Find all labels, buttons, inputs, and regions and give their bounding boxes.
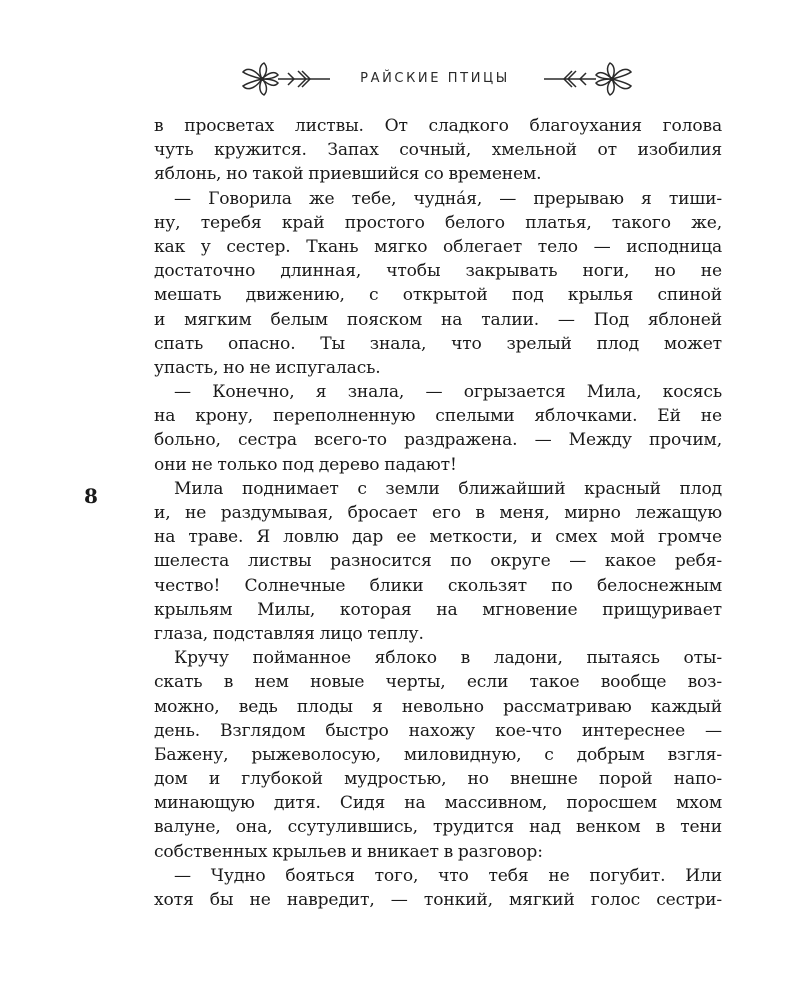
- text-line: минающую дитя. Сидя на массивном, поросшем мхом: [154, 793, 722, 814]
- text-line: Бажену, рыжеволосую, миловидную, с добрым взгля-: [154, 744, 722, 765]
- text-line: в просветах листвы. От сладкого благоухания голова: [154, 116, 722, 136]
- text-line: больно, сестра всего-то раздражена. — Между прочим,: [154, 430, 722, 451]
- floral-ornament-icon: [240, 62, 332, 96]
- running-header: [0, 62, 800, 96]
- text-line: они не только под дерево падают!: [154, 454, 457, 475]
- text-line: дом и глубокой мудростью, но внешне порой напо-: [154, 769, 722, 790]
- floral-ornament-icon: [542, 62, 634, 96]
- text-line: — Говорила же тебе, чудна́я, — прерываю я тиши-: [174, 188, 722, 209]
- text-line: Мила поднимает с земли ближайший красный плод: [174, 478, 722, 499]
- text-line: — Чудно бояться того, что тебя не погубит. Или: [174, 865, 722, 886]
- text-line: и мягким белым пояском на талии. — Под яблоней: [154, 309, 722, 330]
- text-line: спать опасно. Ты знала, что зрелый плод может: [154, 333, 722, 354]
- text-line: чуть кружится. Запах сочный, хмельной от изобилия: [154, 140, 722, 161]
- text-line: собственных крыльев и вникает в разговор:: [154, 841, 543, 862]
- text-line: упасть, но не испугалась.: [154, 357, 381, 378]
- text-line: и, не раздумывая, бросает его в меня, мирно лежащую: [154, 503, 722, 523]
- text-line: на траве. Я ловлю дар ее меткости, и смех мой громче: [154, 527, 722, 548]
- text-line: валуне, она, ссутулившись, трудится над венком в тени: [154, 817, 722, 838]
- page-number: 8: [84, 484, 98, 508]
- text-line: яблонь, но такой приевшийся со временем.: [154, 164, 542, 185]
- text-line: крыльям Милы, которая на мгновение прищуривает: [154, 599, 722, 620]
- text-line: — Конечно, я знала, — огрызается Мила, косясь: [174, 382, 722, 403]
- running-title: РАЙСКИЕ ПТИЦЫ: [360, 71, 510, 86]
- text-line: шелеста листвы разносится по округе — какое ребя-: [154, 551, 722, 572]
- body-text: [154, 114, 722, 912]
- text-line: на крону, переполненную спелыми яблочками. Ей не: [154, 406, 722, 427]
- text-line: Кручу пойманное яблоко в ладони, пытаясь оты-: [174, 648, 722, 669]
- text-line: чество! Солнечные блики скользят по белоснежным: [154, 575, 722, 596]
- text-line: глаза, подставляя лицо теплу.: [154, 623, 424, 644]
- text-line: мешать движению, с открытой под крылья спиной: [154, 285, 722, 306]
- text-line: день. Взглядом быстро нахожу кое-что интереснее —: [154, 720, 722, 741]
- text-line: хотя бы не навредит, — тонкий, мягкий голос сестри-: [154, 890, 722, 910]
- text-line: скать в нем новые черты, если такое вообще воз-: [154, 672, 722, 693]
- text-line: достаточно длинная, чтобы закрывать ноги, но не: [154, 261, 722, 282]
- text-line: можно, ведь плоды я невольно рассматриваю каждый: [154, 696, 722, 717]
- text-line: ну, теребя край простого белого платья, такого же,: [154, 212, 722, 233]
- text-line: как у сестер. Ткань мягко облегает тело — исподница: [154, 236, 722, 257]
